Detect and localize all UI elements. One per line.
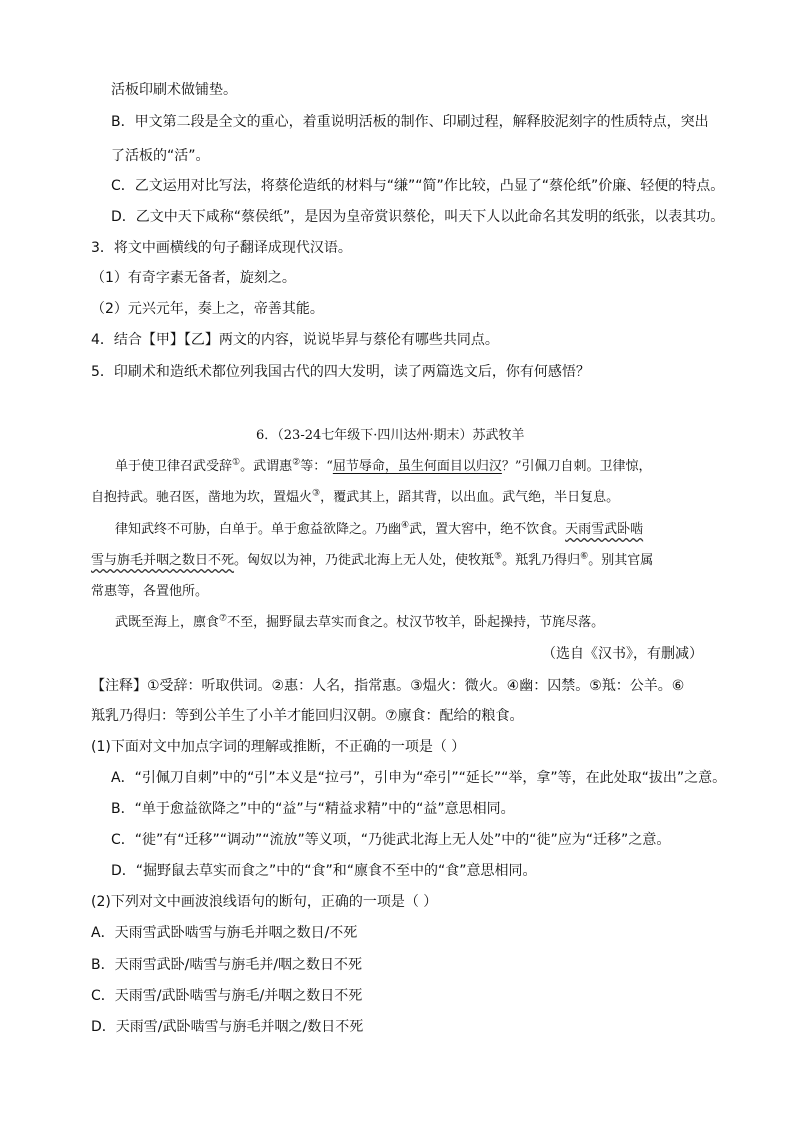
annotations-line-1: 【注释】①受辞：听取供词。②惠：人名，指常惠。③煴火：微火。④幽：囚禁。⑤羝：公羊。⑥ bbox=[91, 678, 685, 694]
passage-text: 自抱持武。驰召医，凿地为坎，置煴火 bbox=[91, 490, 313, 505]
subquestion-2-option-a: A．天雨雪武卧啮雪与旃毛并咽之数日/不死 bbox=[91, 925, 358, 941]
subquestion-2-option-b: B．天雨雪武卧/啮雪与旃毛并/咽之数日不死 bbox=[91, 957, 363, 973]
subquestion-1: (1)下面对文中加点字词的理解或推断，不正确的一项是（ ） bbox=[91, 739, 466, 755]
subquestion-1-option-b: B．“单于愈益欲降之”中的“益”与“精益求精”中的“益”意思相同。 bbox=[111, 801, 515, 817]
passage-line-5: 常惠等，各置他所。 bbox=[91, 584, 209, 599]
wavy-underlined-sentence: 天雨雪武卧啮 bbox=[565, 522, 644, 537]
passage-text: ？”引佩刀自刺。卫律惊， bbox=[501, 459, 652, 474]
question-3-item-1: （1）有奇字素无备者，旋刻之。 bbox=[91, 270, 296, 286]
question-5: 5．印刷术和造纸术都位列我国古代的四大发明，读了两篇选文后，你有何感悟？ bbox=[91, 364, 590, 380]
subquestion-2-option-d: D．天雨雪/武卧啮雪与旃毛并咽之/数日不死 bbox=[91, 1019, 364, 1035]
passage-line-2 bbox=[91, 488, 619, 508]
note-marker: ① bbox=[232, 457, 241, 468]
note-marker: ⑥ bbox=[580, 551, 589, 562]
passage-text: 。匈奴以为神，乃徙武北海上无人处，使牧羝 bbox=[234, 553, 495, 568]
passage-text: 律知武终不可胁，白单于。单于愈益欲降之。乃幽 bbox=[115, 522, 402, 537]
passage-text: 武，置大窖中，绝不饮食。 bbox=[409, 522, 566, 537]
note-marker: ⑦ bbox=[219, 613, 228, 624]
question-3-item-2: （2）元兴元年，奏上之，帝善其能。 bbox=[91, 301, 324, 317]
passage-line-1 bbox=[115, 457, 652, 477]
passage-text: 单于使卫律召武受辞 bbox=[115, 459, 233, 474]
option-b: B．甲文第二段是全文的重心，着重说明活板的制作、印刷过程，解释胶泥刻字的性质特点，突出 bbox=[111, 114, 709, 130]
note-marker: ⑤ bbox=[494, 551, 503, 562]
passage-source: （选自《汉书》，有删减） bbox=[542, 646, 703, 662]
passage-text: 等：“ bbox=[300, 459, 333, 474]
note-marker: ④ bbox=[401, 520, 410, 531]
question-3: 3．将文中画横线的句子翻译成现代汉语。 bbox=[91, 240, 352, 256]
subquestion-1-option-c: C．“徙”有“迁移”“调动”“流放”等义项，“乃徙武北海上无人处”中的“徙”应为“迁移”之意。 bbox=[111, 832, 671, 848]
passage-text: ，覆武其上，蹈其背，以出血。武气绝，半日复息。 bbox=[320, 490, 620, 505]
passage-text: 。羝乳乃得归 bbox=[502, 553, 581, 568]
passage-text: 。别其官属 bbox=[588, 553, 654, 568]
passage-line-4 bbox=[91, 551, 653, 571]
note-marker: ③ bbox=[312, 488, 321, 499]
subquestion-2: (2)下列对文中画波浪线语句的断句，正确的一项是（ ） bbox=[91, 894, 438, 910]
note-marker: ② bbox=[292, 457, 301, 468]
wavy-underlined-sentence: 雪与旃毛并咽之数日不死 bbox=[91, 553, 235, 568]
passage-text: 不至，掘野鼠去草实而食之。杖汉节牧羊，卧起操持，节旄尽落。 bbox=[227, 615, 605, 630]
option-b-continued: 了活板的“活”。 bbox=[111, 148, 210, 164]
passage-line-6 bbox=[115, 613, 604, 633]
subquestion-1-option-a: A．“引佩刀自刺”中的“引”本义是“拉弓”，引申为“牵引”“延长”“举，拿”等，在此处取“拔出”之意。 bbox=[111, 770, 727, 786]
passage-text: 。武谓惠 bbox=[240, 459, 293, 474]
passage-text: 武既至海上，廪食 bbox=[115, 615, 220, 630]
option-c: C．乙文运用对比写法，将蔡伦造纸的材料与“缣”“简”作比较，凸显了“蔡伦纸”价廉、轻便的特点。 bbox=[111, 178, 725, 194]
subquestion-1-option-d: D．“掘野鼠去草实而食之”中的“食”和“廪食不至中的“食”意思相同。 bbox=[111, 863, 537, 879]
question-4: 4．结合【甲】【乙】两文的内容，说说毕昇与蔡伦有哪些共同点。 bbox=[91, 332, 499, 348]
text-line: 活板印刷术做铺垫。 bbox=[111, 82, 237, 98]
subquestion-2-option-c: C．天雨雪/武卧啮雪与旃毛/并咽之数日不死 bbox=[91, 988, 363, 1004]
passage-line-3 bbox=[115, 520, 643, 540]
question-6-heading: 6．（23-24七年级下·四川达州·期末）苏武牧羊 bbox=[256, 428, 525, 443]
underlined-sentence: 屈节辱命，虽生何面目以归汉 bbox=[332, 459, 502, 474]
option-d: D．乙文中天下咸称“蔡侯纸”，是因为皇帝赏识蔡伦，叫天下人以此命名其发明的纸张，以表其功。 bbox=[111, 209, 725, 225]
annotations-line-2: 羝乳乃得归：等到公羊生了小羊才能回归汉朝。⑦廪食：配给的粮食。 bbox=[91, 708, 524, 724]
